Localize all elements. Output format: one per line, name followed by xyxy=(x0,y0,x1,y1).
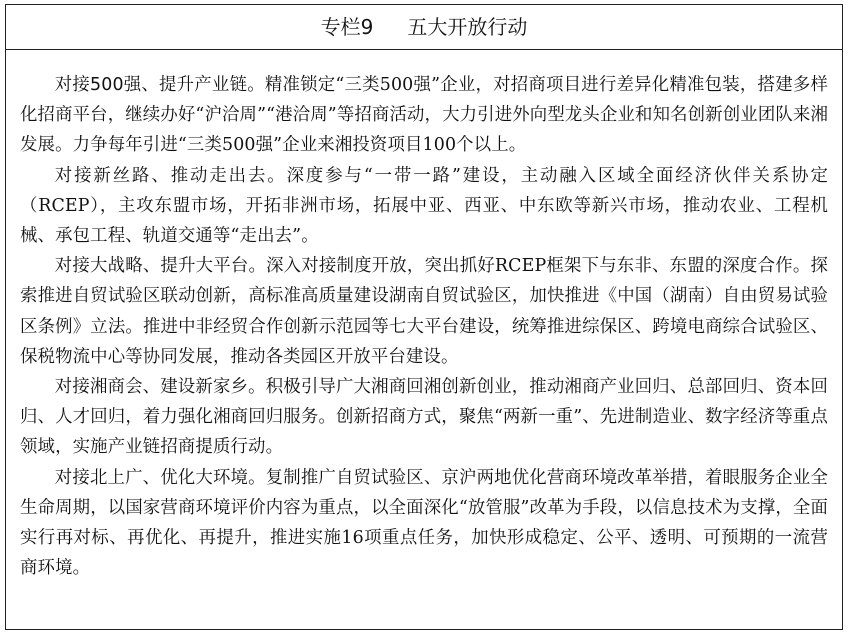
paragraph-lead: 对接北上广、优化大环境。 xyxy=(54,467,266,488)
column-box xyxy=(5,4,843,630)
paragraph-business-environment xyxy=(20,463,828,584)
paragraph-body: 积极引导广大湘商回湘创新创业，推动湘商产业回归、总部回归、资本回归、人才回归，着力强化湘商回归服务。创新招商方式，聚焦“两新一重”、先进制造业、数字经济等重点领域，实施产业链招商提质行动。 xyxy=(20,377,828,458)
paragraph-body: 深度参与“一带一路”建设，主动融入区域全面经济伙伴关系协定（RCEP），主攻东盟市场，开拓非洲市场，拓展中亚、西亚、中东欧等新兴市场，推动农业、工程机械、承包工程、轨道交通等“走出去”。 xyxy=(20,165,828,247)
paragraph-body: 精准锁定“三类500强”企业，对招商项目进行差异化精准包装，搭建多样化招商平台，继续办好“沪洽周”“港洽周”等招商活动，大力引进外向型龙头企业和知名创新创业团队来湘发展。力争每年引进“三类500强”企业来湘投资项目100个以上。 xyxy=(20,75,828,156)
paragraph-body: 深入对接制度开放，突出抓好RCEP框架下与东非、东盟的深度合作。探索推进自贸试验区联动创新，高标准高质量建设湖南自贸试验区，加快推进《中国（湖南）自由贸易试验区条例》立法。推进中非经贸合作创新示范园等七大平台建设，统筹推进综保区、跨境电商综合试验区、保税物流中心等协同发展，推动各类园区开放平台建设。 xyxy=(20,256,828,367)
column-heading: 五大开放行动 xyxy=(407,15,528,39)
paragraph-body: 复制推广自贸试验区、京沪两地优化营商环境改革举措，着眼服务企业全生命周期，以国家营商环境评价内容为重点，以全面深化“放管服”改革为手段，以信息技术为支撑，全面实行再对标、再优化、再提升，推进实施16项重点任务，加快形成稳定、公平、透明、可预期的一流营商环境。 xyxy=(20,467,828,579)
column-title xyxy=(6,5,842,50)
column-number: 专栏9 xyxy=(320,15,374,39)
paragraph-lead: 对接湘商会、建设新家乡。 xyxy=(54,377,266,398)
column-content xyxy=(6,50,842,583)
paragraph-lead: 对接新丝路、推动走出去。 xyxy=(54,165,287,186)
paragraph-hunan-chamber xyxy=(20,372,828,463)
paragraph-lead: 对接500强、提升产业链。 xyxy=(54,75,265,95)
paragraph-new-silk-road xyxy=(20,161,828,252)
paragraph-lead: 对接大战略、提升大平台。 xyxy=(54,256,267,277)
paragraph-big-strategy xyxy=(20,251,828,372)
paragraph-500-strong xyxy=(20,70,828,161)
